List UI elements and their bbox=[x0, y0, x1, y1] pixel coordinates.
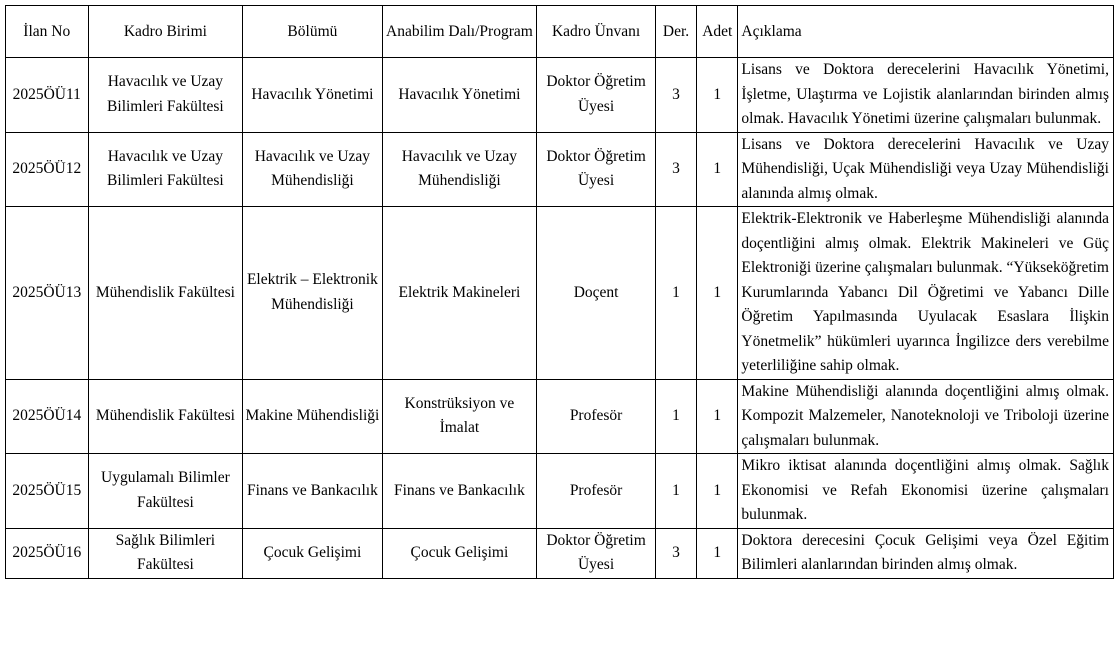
der-cell: 1 bbox=[655, 207, 696, 380]
header-anabilim: Anabilim Dalı/Program bbox=[382, 6, 537, 58]
adet-cell: 1 bbox=[697, 132, 738, 207]
kadro-birimi-cell: Sağlık Bilimleri Fakültesi bbox=[88, 528, 243, 578]
header-adet: Adet bbox=[697, 6, 738, 58]
der-cell: 3 bbox=[655, 58, 696, 133]
aciklama-cell: Lisans ve Doktora derecelerini Havacılık ve Uzay Mühendisliği, Uçak Mühendisliği veya Uzay Mühendisliği alanında almış olmak. bbox=[738, 132, 1114, 207]
kadro-unvani-cell: Doktor Öğretim Üyesi bbox=[537, 528, 656, 578]
adet-cell: 1 bbox=[697, 58, 738, 133]
der-cell: 1 bbox=[655, 379, 696, 454]
kadro-unvani-cell: Doktor Öğretim Üyesi bbox=[537, 58, 656, 133]
positions-table bbox=[5, 5, 1114, 579]
table-row bbox=[6, 132, 1114, 207]
kadro-unvani-cell: Profesör bbox=[537, 454, 656, 529]
kadro-unvani-cell: Doktor Öğretim Üyesi bbox=[537, 132, 656, 207]
anabilim-cell: Konstrüksiyon ve İmalat bbox=[382, 379, 537, 454]
aciklama-cell: Lisans ve Doktora derecelerini Havacılık Yönetimi, İşletme, Ulaştırma ve Lojistik alanlarından birinden almış olmak. Havacılık Yönetimi üzerine çalışmaları bulunmak. bbox=[738, 58, 1114, 133]
kadro-birimi-cell: Uygulamalı Bilimler Fakültesi bbox=[88, 454, 243, 529]
bolumu-cell: Makine Mühendisliği bbox=[243, 379, 382, 454]
aciklama-cell: Elektrik-Elektronik ve Haberleşme Mühendisliği alanında doçentliğini almış olmak. Elektrik Makineleri ve Güç Elektroniği üzerine çalışmaları bulunmak. “Yükseköğretim Kurumlarında Yabancı Dil Öğretimi ve Yabancı Dille Öğretim Yapılmasında Uyulacak Esaslara İlişkin Yönetmelik” hükümleri uyarınca İngilizce ders verebilme yeterliliğine sahip olmak. bbox=[738, 207, 1114, 380]
header-der: Der. bbox=[655, 6, 696, 58]
adet-cell: 1 bbox=[697, 528, 738, 578]
table-row bbox=[6, 379, 1114, 454]
der-cell: 1 bbox=[655, 454, 696, 529]
table-row bbox=[6, 207, 1114, 380]
ilan-no-cell: 2025ÖÜ12 bbox=[6, 132, 89, 207]
bolumu-cell: Çocuk Gelişimi bbox=[243, 528, 382, 578]
bolumu-cell: Havacılık Yönetimi bbox=[243, 58, 382, 133]
der-cell: 3 bbox=[655, 528, 696, 578]
header-aciklama: Açıklama bbox=[738, 6, 1114, 58]
aciklama-cell: Mikro iktisat alanında doçentliğini almış olmak. Sağlık Ekonomisi ve Refah Ekonomisi üzerine çalışmaları bulunmak. bbox=[738, 454, 1114, 529]
kadro-birimi-cell: Havacılık ve Uzay Bilimleri Fakültesi bbox=[88, 58, 243, 133]
anabilim-cell: Havacılık ve Uzay Mühendisliği bbox=[382, 132, 537, 207]
header-ilan-no: İlan No bbox=[6, 6, 89, 58]
anabilim-cell: Elektrik Makineleri bbox=[382, 207, 537, 380]
header-row bbox=[6, 6, 1114, 58]
header-kadro-birimi: Kadro Birimi bbox=[88, 6, 243, 58]
kadro-unvani-cell: Doçent bbox=[537, 207, 656, 380]
adet-cell: 1 bbox=[697, 207, 738, 380]
aciklama-cell: Makine Mühendisliği alanında doçentliğini almış olmak. Kompozit Malzemeler, Nanoteknoloji ve Triboloji üzerine çalışmaları bulunmak. bbox=[738, 379, 1114, 454]
bolumu-cell: Finans ve Bankacılık bbox=[243, 454, 382, 529]
table-row bbox=[6, 454, 1114, 529]
adet-cell: 1 bbox=[697, 379, 738, 454]
ilan-no-cell: 2025ÖÜ16 bbox=[6, 528, 89, 578]
kadro-unvani-cell: Profesör bbox=[537, 379, 656, 454]
der-cell: 3 bbox=[655, 132, 696, 207]
ilan-no-cell: 2025ÖÜ14 bbox=[6, 379, 89, 454]
kadro-birimi-cell: Mühendislik Fakültesi bbox=[88, 207, 243, 380]
kadro-birimi-cell: Mühendislik Fakültesi bbox=[88, 379, 243, 454]
table-row bbox=[6, 58, 1114, 133]
header-kadro-unvani: Kadro Ünvanı bbox=[537, 6, 656, 58]
table-row bbox=[6, 528, 1114, 578]
aciklama-cell: Doktora derecesini Çocuk Gelişimi veya Özel Eğitim Bilimleri alanlarından birinden almış olmak. bbox=[738, 528, 1114, 578]
kadro-birimi-cell: Havacılık ve Uzay Bilimleri Fakültesi bbox=[88, 132, 243, 207]
bolumu-cell: Elektrik – Elektronik Mühendisliği bbox=[243, 207, 382, 380]
header-bolumu: Bölümü bbox=[243, 6, 382, 58]
adet-cell: 1 bbox=[697, 454, 738, 529]
ilan-no-cell: 2025ÖÜ11 bbox=[6, 58, 89, 133]
anabilim-cell: Çocuk Gelişimi bbox=[382, 528, 537, 578]
bolumu-cell: Havacılık ve Uzay Mühendisliği bbox=[243, 132, 382, 207]
anabilim-cell: Havacılık Yönetimi bbox=[382, 58, 537, 133]
anabilim-cell: Finans ve Bankacılık bbox=[382, 454, 537, 529]
ilan-no-cell: 2025ÖÜ15 bbox=[6, 454, 89, 529]
ilan-no-cell: 2025ÖÜ13 bbox=[6, 207, 89, 380]
